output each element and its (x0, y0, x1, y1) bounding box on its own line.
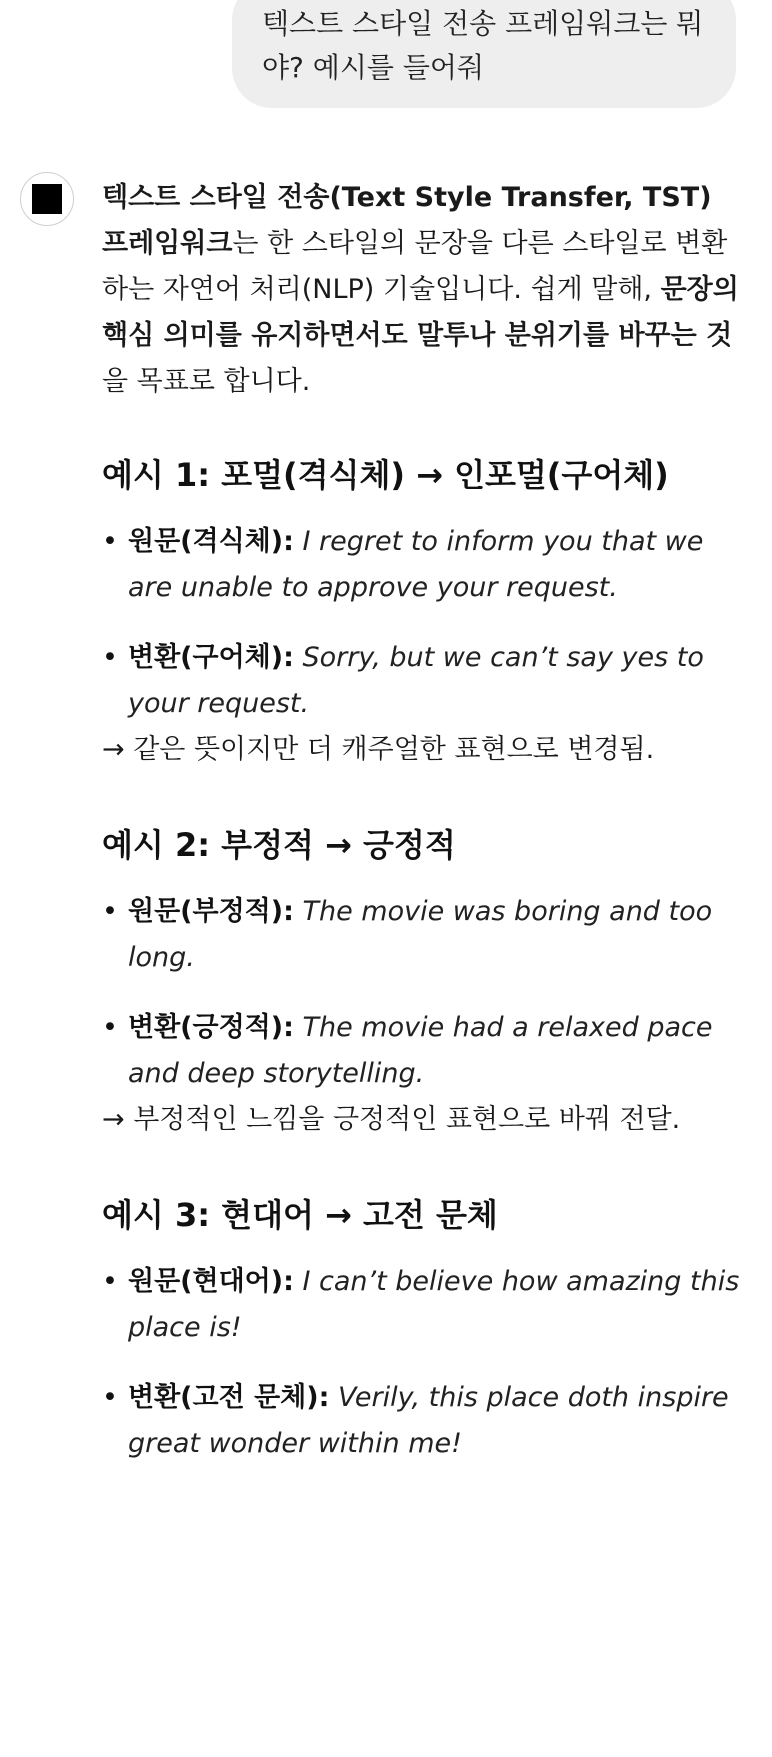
intro-text-2: 을 목표로 합니다. (102, 366, 311, 397)
intro-paragraph (102, 175, 742, 405)
intro-text-1: 는 한 스타일의 문장을 다른 스타일로 변환하는 자연어 처리(NLP) 기술입니다. 쉽게 말해, (102, 228, 728, 305)
example-2-list (102, 889, 742, 1097)
bullet: • (102, 896, 118, 927)
example-2-note: → 부정적인 느낌을 긍정적인 표현으로 바꿔 전달. (102, 1104, 681, 1135)
example-2-heading: 예시 2: 부정적 → 긍정적 (102, 826, 456, 864)
assistant-logo-icon (32, 184, 62, 214)
item-label: 원문(현대어): (128, 1266, 294, 1297)
example-3-heading: 예시 3: 현대어 → 고전 문체 (102, 1196, 498, 1234)
example-1-list (102, 519, 742, 727)
list-item (102, 889, 742, 981)
bullet: • (102, 1266, 118, 1297)
example-1-heading: 예시 1: 포멀(격식체) → 인포멀(구어체) (102, 456, 669, 494)
item-text: I can’t believe how amazing this place is! (128, 1266, 740, 1343)
user-message-bubble (232, 0, 736, 108)
intro-bold-phrase: 문장의 핵심 의미를 유지하면서도 말투나 분위기를 바꾸는 것 (102, 274, 739, 351)
assistant-response (102, 175, 742, 1467)
intro-bold-title: 텍스트 스타일 전송(Text Style Transfer, TST) 프레임워크 (102, 182, 712, 259)
item-text: The movie was boring and too long. (128, 896, 713, 973)
bullet: • (102, 526, 118, 557)
list-item (102, 1259, 742, 1351)
assistant-avatar (20, 172, 74, 226)
item-label: 변환(구어체): (128, 642, 294, 673)
item-label: 원문(격식체): (128, 526, 294, 557)
bullet: • (102, 642, 118, 673)
user-message-text: 텍스트 스타일 전송 프레임워크는 뭐야? 예시를 들어줘 (262, 7, 704, 84)
item-text: The movie had a relaxed pace and deep storytelling. (128, 1012, 713, 1089)
example-3-list (102, 1259, 742, 1467)
item-text: Verily, this place doth inspire great wonder within me! (128, 1382, 729, 1459)
item-label: 변환(고전 문체): (128, 1382, 330, 1413)
item-text: Sorry, but we can’t say yes to your request. (128, 642, 704, 719)
list-item (102, 1005, 742, 1097)
list-item (102, 635, 742, 727)
item-label: 변환(긍정적): (128, 1012, 294, 1043)
bullet: • (102, 1382, 118, 1413)
example-1-note: → 같은 뜻이지만 더 캐주얼한 표현으로 변경됨. (102, 734, 655, 765)
bullet: • (102, 1012, 118, 1043)
list-item (102, 1375, 742, 1467)
item-text: I regret to inform you that we are unable to approve your request. (128, 526, 704, 603)
list-item (102, 519, 742, 611)
item-label: 원문(부정적): (128, 896, 294, 927)
